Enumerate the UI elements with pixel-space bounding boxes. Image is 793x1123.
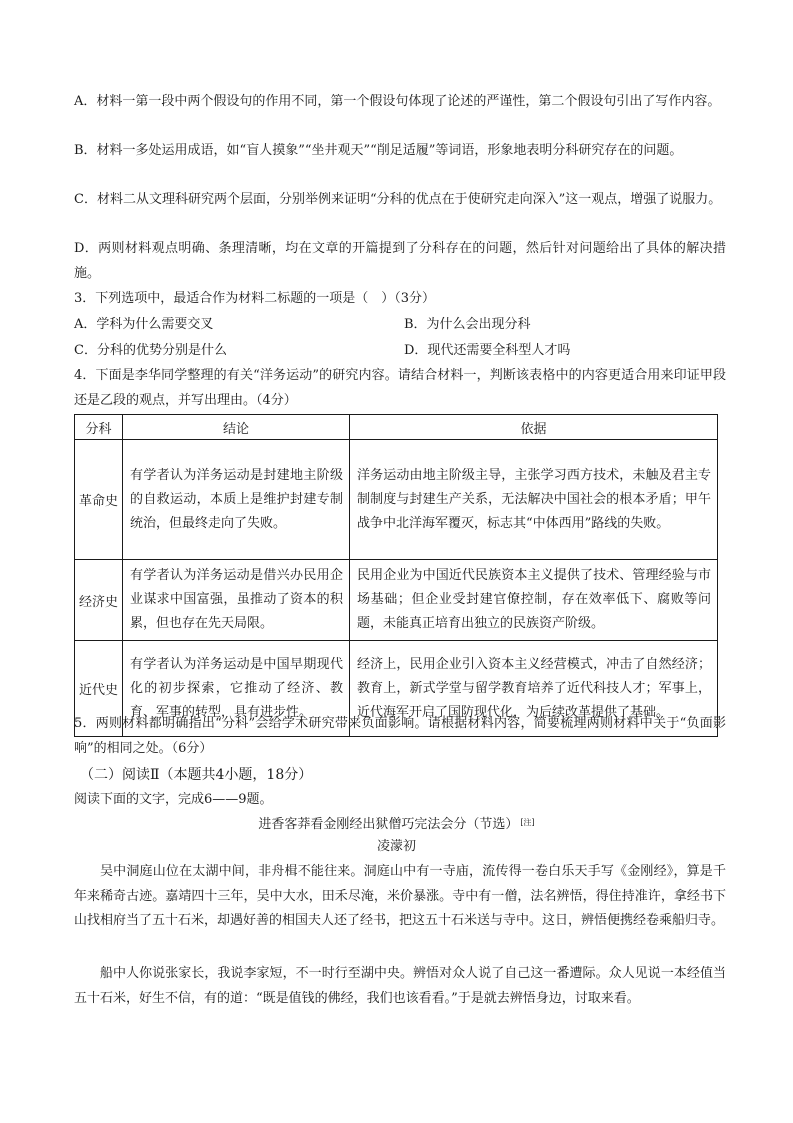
section-heading: （二）阅读Ⅱ（本题共4小题，18分） <box>80 767 313 783</box>
option-2d: D．两则材料观点明确、条理清晰，均在文章的开篇提到了分科存在的问题，然后针对问题给出了具体的解决措施。 <box>74 241 726 281</box>
table-header-subject: 分科 <box>75 415 123 440</box>
option-3a: A．学科为什么需要交叉 <box>74 317 214 332</box>
passage-title-text: 进香客莽看金刚经出狱僧巧完法会分（节选） <box>258 817 519 832</box>
table-cell-subject: 近代史 <box>75 641 123 737</box>
table-cell-basis: 洋务运动由地主阶级主导，主张学习西方技术，未触及君主专制制度与封建生产关系，无法解决中国社会的根本矛盾；甲午战争中北洋海军覆灭，标志其“中体西用”路线的失败。 <box>357 467 711 531</box>
table-header-conclusion: 结论 <box>123 415 350 440</box>
table-cell-conclusion: 有学者认为洋务运动是封建地主阶级的自救运动，本质上是维护封建专制统治，但最终走向了失败。 <box>130 467 343 531</box>
passage-title <box>0 814 793 836</box>
passage-paragraph: 船中人你说张家长，我说李家短，不一时行至湖中央。辨悟对众人说了自己这一番遭际。众人见说一本经值当五十石米，好生不信，有的道：“既是值钱的佛经，我们也该看看。”于是就去辨悟身边，讨取来看。 <box>74 966 726 1006</box>
option-2c: C．材料二从文理科研究两个层面，分别举例来证明“分科的优点在于使研究走向深入”这一观点，增强了说服力。 <box>74 192 722 207</box>
table-cell-basis: 经济上，民用企业引入资本主义经营模式，冲击了自然经济；教育上，新式学堂与留学教育培养了近代科技人才；军事上，近代海军开启了国防现代化，为后续改革提供了基础。 <box>357 656 711 720</box>
question-3-stem: 3．下列选项中，最适合作为材料二标题的一项是（ ）（3分） <box>74 291 436 306</box>
title-footnote-marker: [注] <box>520 818 535 827</box>
passage-author: 凌濛初 <box>376 839 416 854</box>
option-3b: B．为什么会出现分科 <box>404 317 531 332</box>
table-cell-basis: 民用企业为中国近代民族资本主义提供了技术、管理经验与市场基础；但企业受封建官僚控制，存在效率低下、腐败等问题，未能真正培育出独立的民族资产阶级。 <box>357 568 711 631</box>
passage-paragraph: 吴中洞庭山位在太湖中间，非舟楫不能往来。洞庭山中有一寺庙，流传得一卷白乐天手写《金刚经》，算是千年来稀奇古迹。嘉靖四十三年，吴中大水，田禾尽淹，米价暴涨。寺中有一僧，法名辨悟，得住持准许，拿经书下山找相府当了五十石米，却遇好善的相国夫人还了经书，把这五十石米送与寺中。这日，辨悟便携经卷乘船归寺。 <box>74 864 726 928</box>
table-cell-subject: 革命史 <box>75 440 123 560</box>
table-cell-conclusion: 有学者认为洋务运动是中国早期现代化的初步探索，它推动了经济、教育、军事的转型，具有进步性。 <box>130 656 343 720</box>
table-cell-conclusion: 有学者认为洋务运动是借兴办民用企业谋求中国富强，虽推动了资本的积累，但也存在先天局限。 <box>130 568 343 631</box>
question-5-stem: 5．两则材料都明确指出“分科”会给学术研究带来负面影响。请根据材料内容，简要梳理两则材料中关于“负面影响”的相同之处。（6分） <box>74 716 726 756</box>
reading-instruction: 阅读下面的文字，完成6——9题。 <box>74 792 273 807</box>
option-2b: B．材料一多处运用成语，如“盲人摸象”“坐井观天”“削足适履”等词语，形象地表明分科研究存在的问题。 <box>74 143 683 158</box>
option-3d: D．现代还需要全科型人才吗 <box>404 343 571 358</box>
option-2a: A．材料一第一段中两个假设句的作用不同，第一个假设句体现了论述的严谨性，第二个假设句引出了写作内容。 <box>74 94 721 109</box>
table-cell-subject: 经济史 <box>75 560 123 641</box>
option-3c: C．分科的优势分别是什么 <box>74 343 227 358</box>
table-header-basis: 依据 <box>350 415 718 440</box>
research-table <box>74 414 718 737</box>
table-row <box>75 440 718 560</box>
table-header-row <box>75 415 718 440</box>
question-4-stem: 4．下面是李华同学整理的有关“洋务运动”的研究内容。请结合材料一，判断该表格中的内容更适合用来印证甲段还是乙段的观点，并写出理由。（4分） <box>74 368 726 408</box>
table-row <box>75 560 718 641</box>
